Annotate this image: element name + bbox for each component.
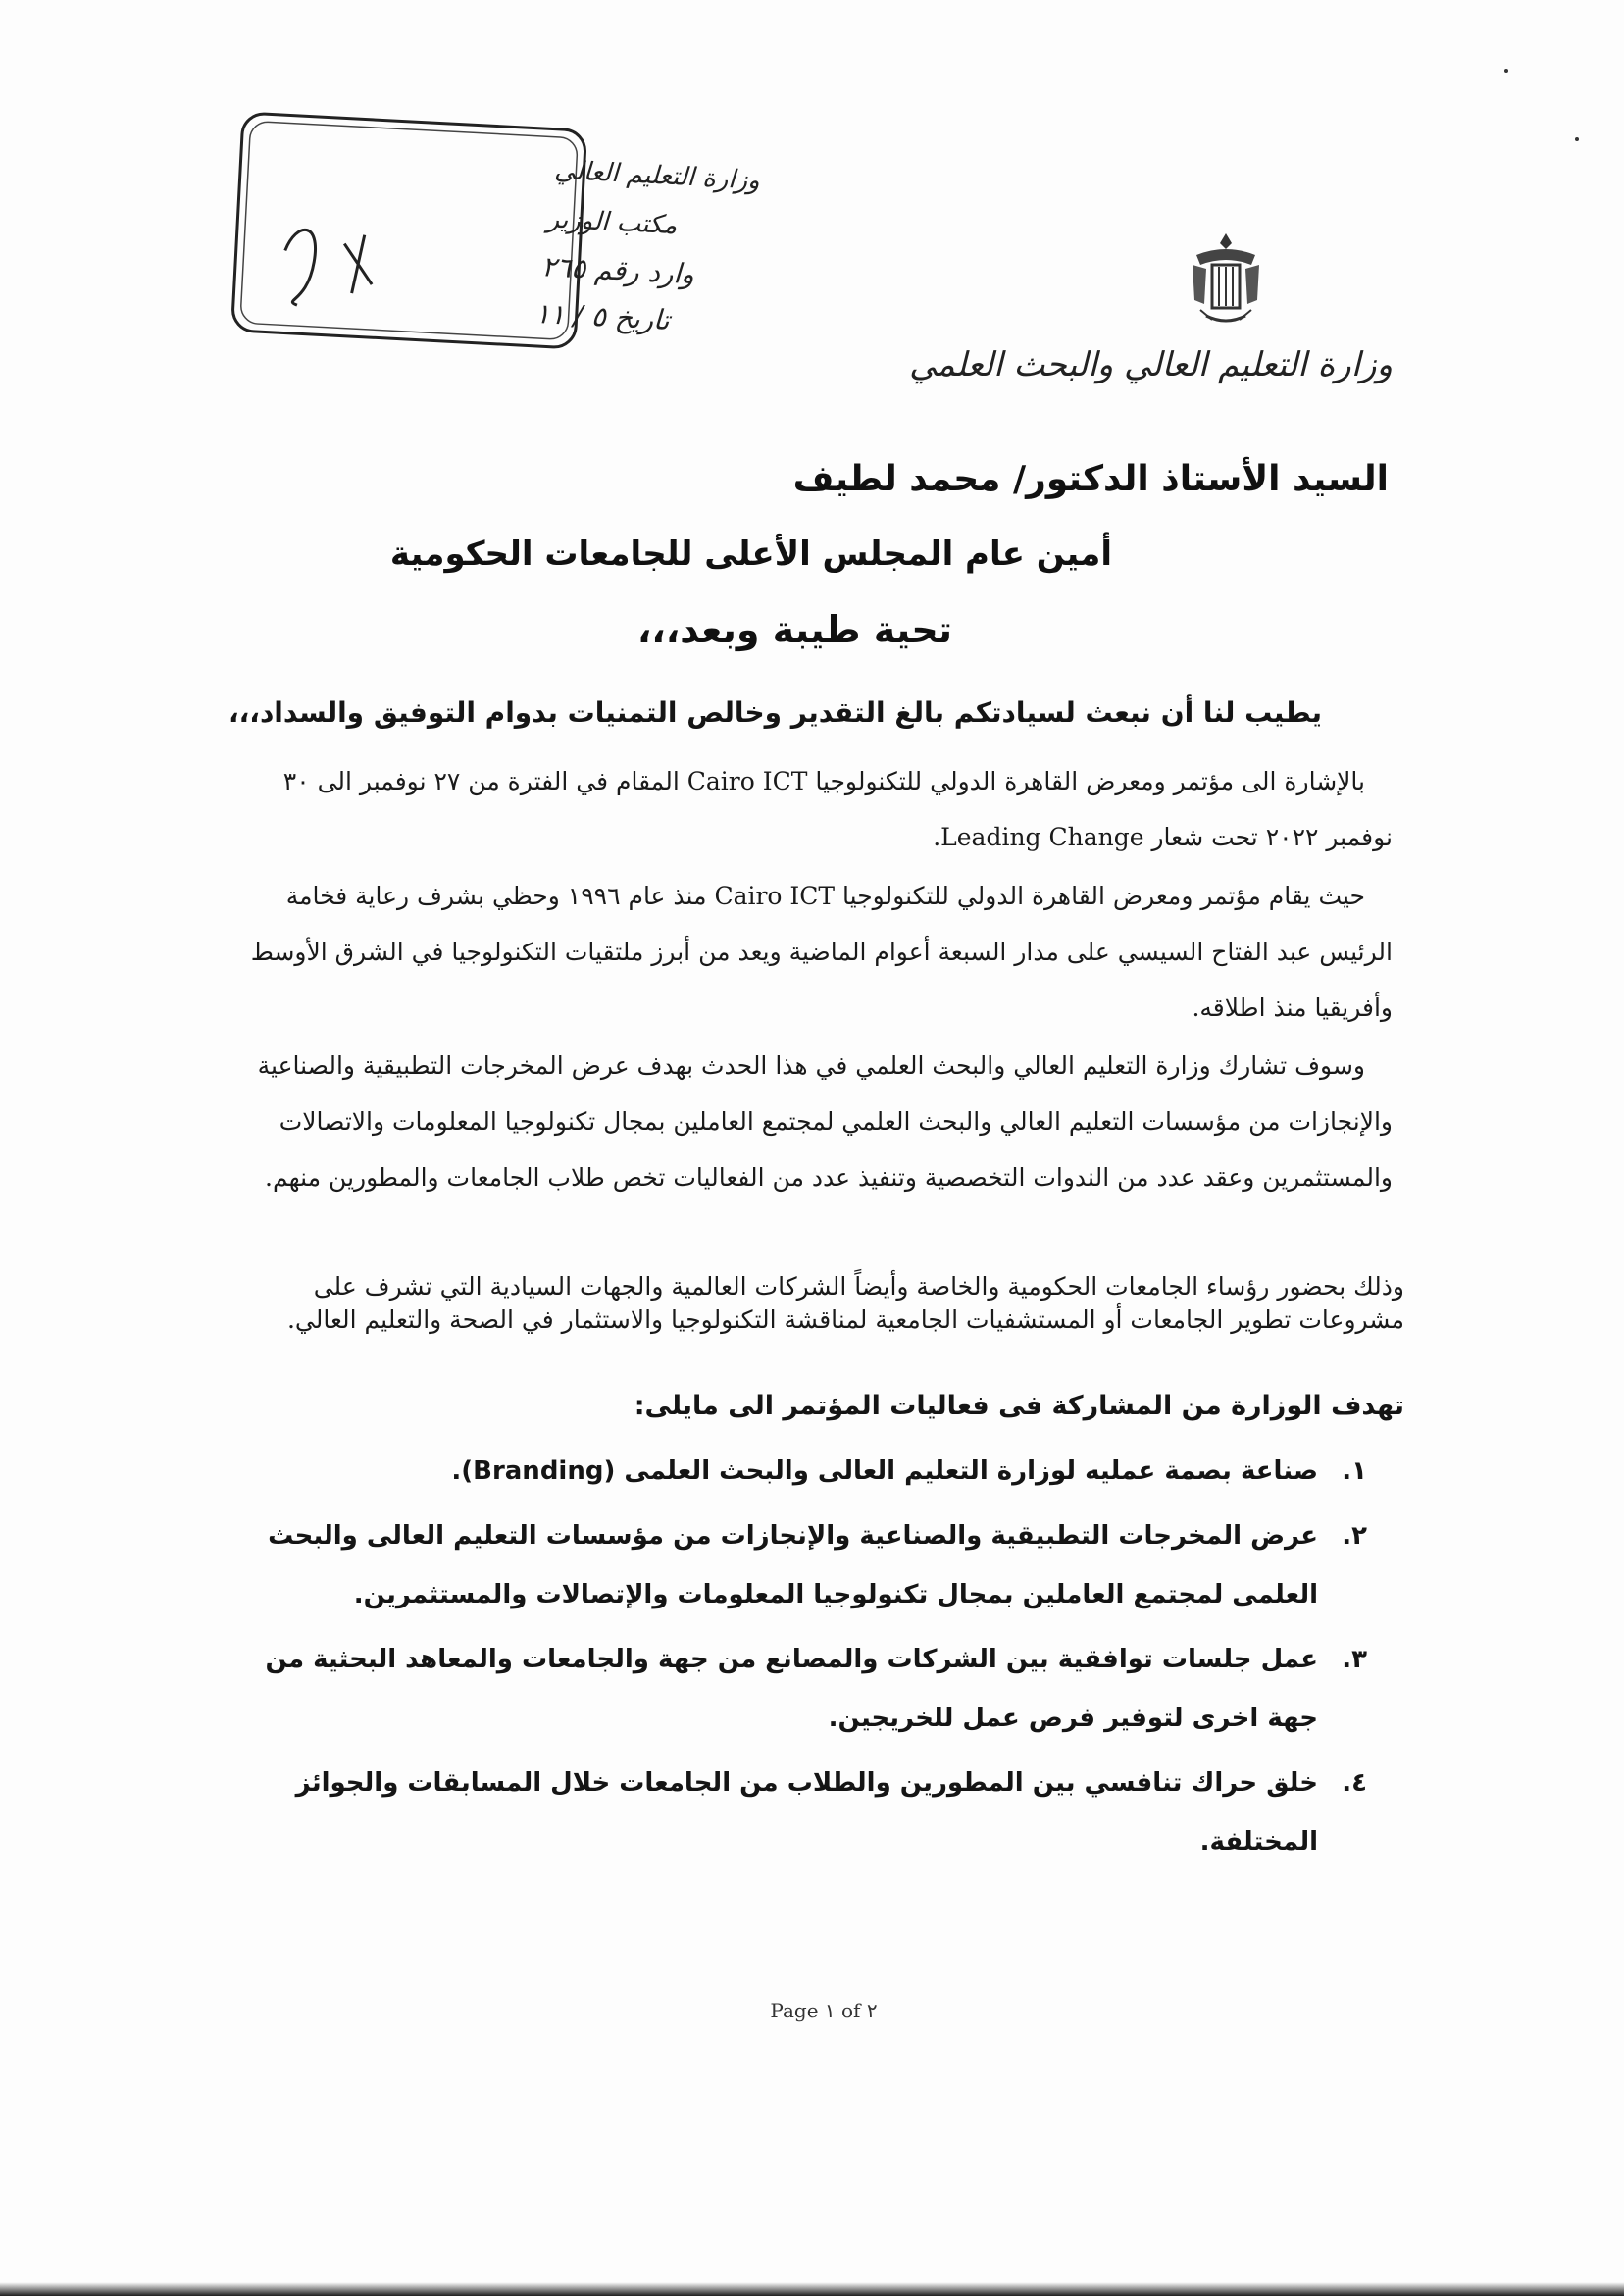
item-text: خلق حراك تنافسي بين المطورين والطلاب من الجامعات خلال المسابقات والجوائز المختلفة.	[295, 1768, 1318, 1857]
intro-line: يطيب لنا أن نبعث لسيادتكم بالغ التقدير وخالص التمنيات بدوام التوفيق والسداد،،،	[228, 696, 1322, 729]
egypt-eagle-emblem-icon	[1187, 226, 1265, 333]
paragraph-text: وذلك بحضور رؤساء الجامعات الحكومية والخاصة وأيضاً الشركات العالمية والجهات السيادية التي تشرف على مشروعات تطوير الجامعات أو المستشفيات الجامعية لمناقشة التكنولوجيا والاستثمار في الصحة والتعليم العالي.	[286, 1272, 1404, 1334]
page-number: Page ١ of ٢	[770, 1999, 878, 2022]
item-number: ٢.	[1342, 1521, 1367, 1551]
ministry-name: وزارة التعليم العالي والبحث العلمي	[909, 345, 1393, 384]
letterhead	[909, 226, 1393, 422]
body-paragraph	[216, 753, 1393, 865]
scan-edge	[0, 2282, 1624, 2296]
paragraph-text: وسوف تشارك وزارة التعليم العالي والبحث العلمي في هذا الحدث بهدف عرض المخرجات التطبيقية والصناعية والإنجازات من مؤسسات التعليم العالي والبحث العلمي لمجتمع العاملين بمجال تكنولوجيا المعلومات والاتصالات والمستثمرين وعقد عدد من الندوات التخصصية وتنفيذ عدد من الفعاليات تخص طلاب الجامعات والمطورين منهم.	[257, 1051, 1393, 1192]
item-number: ٣.	[1342, 1645, 1367, 1674]
objectives-heading: تهدف الوزارة من المشاركة فى فعاليات المؤتمر الى مايلى:	[634, 1391, 1404, 1421]
body-paragraph	[208, 1270, 1404, 1337]
stamp-line-2: مكتب الوزير	[546, 204, 679, 241]
scan-speck	[1504, 69, 1508, 73]
item-number: ٤.	[1342, 1768, 1367, 1798]
objectives-list	[220, 1442, 1367, 1877]
body-paragraph	[216, 868, 1393, 1036]
scan-speck	[1575, 137, 1579, 141]
stamp-line-4: تاريخ ٥ / ١١	[533, 296, 671, 337]
item-text: عرض المخرجات التطبيقية والصناعية والإنجازات من مؤسسات التعليم العالى والبحث العلمى لمجتمع العاملين بمجال تكنولوجيا المعلومات والإتصالات والمستثمرين.	[268, 1521, 1318, 1609]
paragraph-text: بالإشارة الى مؤتمر ومعرض القاهرة الدولي للتكنولوجيا Cairo ICT المقام في الفترة من ٢٧ نوفمبر الى ٣٠ نوفمبر ٢٠٢٢ تحت شعار Leading Change.	[282, 767, 1393, 851]
item-text: صناعة بصمة عمليه لوزارة التعليم العالى والبحث العلمى (Branding).	[451, 1456, 1318, 1486]
list-item	[220, 1630, 1367, 1748]
list-item	[220, 1442, 1367, 1501]
item-text: عمل جلسات توافقية بين الشركات والمصانع من جهة والجامعات والمعاهد البحثية من جهة اخرى لتوفير فرص عمل للخريجين.	[265, 1645, 1318, 1733]
stamp-graphic	[228, 110, 761, 353]
list-item	[220, 1754, 1367, 1871]
paragraph-text: حيث يقام مؤتمر ومعرض القاهرة الدولي للتكنولوجيا Cairo ICT منذ عام ١٩٩٦ وحظي بشرف رعاية فخامة الرئيس عبد الفتاح السيسي على مدار السبعة أعوام الماضية ويعد من أبرز ملتقيات التكنولوجيا في الشرق الأوسط وأفريقيا منذ اطلاقه.	[250, 882, 1393, 1022]
stamp-line-3: وارد رقم ٢٦٥	[540, 250, 695, 291]
item-number: ١.	[1342, 1456, 1367, 1486]
body-paragraph	[216, 1038, 1393, 1205]
incoming-stamp	[228, 110, 761, 353]
greeting: تحية طيبة وبعد،،،	[636, 608, 952, 651]
recipient-title: أمين عام المجلس الأعلى للجامعات الحكومية	[389, 535, 1112, 574]
stamp-line-1: وزارة التعليم العالي	[553, 155, 761, 196]
list-item	[220, 1506, 1367, 1624]
recipient-name: السيد الأستاذ الدكتور/ محمد لطيف	[792, 459, 1389, 499]
